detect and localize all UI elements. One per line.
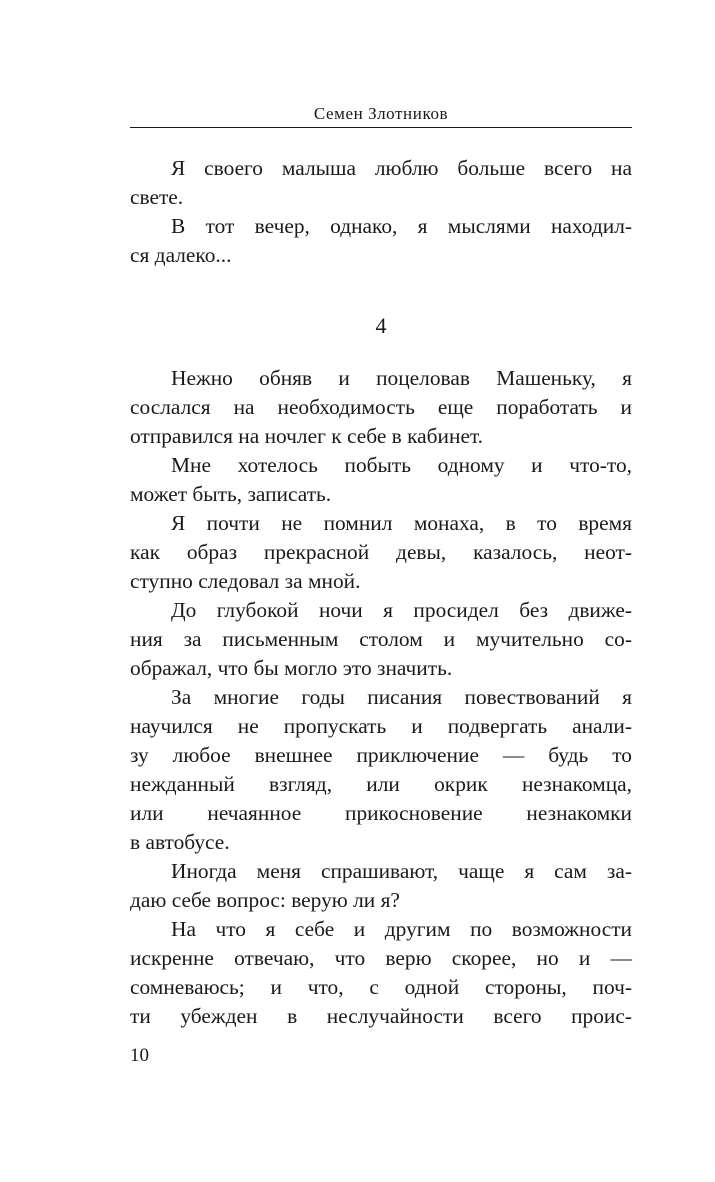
- chapter-number: 4: [375, 313, 387, 338]
- text-line: ся далеко...: [130, 243, 232, 267]
- text-line: отправился на ночлег к себе в кабинет.: [130, 424, 484, 448]
- text-line: Я почти не помнил монаха, в то время: [171, 511, 632, 535]
- running-header-author: Семен Злотников: [313, 104, 449, 123]
- text-line: За многие годы писания повествований я: [171, 685, 632, 709]
- text-line: может быть, записать.: [130, 482, 332, 506]
- text-line: Нежно обняв и поцеловав Машеньку, я: [171, 366, 632, 390]
- text-line: ображал, что бы могло это значить.: [130, 656, 453, 680]
- header-divider: [130, 127, 632, 128]
- text-line: в автобусе.: [130, 830, 230, 854]
- text-line: В тот вечер, однако, я мыслями находил-: [171, 214, 632, 238]
- text-line: Я своего малыша люблю больше всего на: [171, 156, 632, 180]
- text-line: свете.: [130, 185, 184, 209]
- text-line: научился не пропускать и подвергать анали-: [130, 714, 632, 738]
- text-line: даю себе вопрос: верую ли я?: [130, 888, 400, 912]
- text-line: сомневаюсь; и что, с одной стороны, поч-: [130, 975, 632, 999]
- text-line: ния за письменным столом и мучительно со-: [130, 627, 632, 651]
- text-line: искренне отвечаю, что верю скорее, но и —: [130, 946, 632, 970]
- text-line: На что я себе и другим по возможности: [171, 917, 632, 941]
- text-line: сослался на необходимость еще поработать и: [130, 395, 632, 419]
- text-line: как образ прекрасной девы, казалось, неот-: [130, 540, 632, 564]
- text-line: Мне хотелось побыть одному и что-то,: [171, 453, 632, 477]
- text-line: ти убежден в неслучайности всего проис-: [130, 1004, 632, 1028]
- text-line: зу любое внешнее приключение — будь то: [130, 743, 632, 767]
- text-line: До глубокой ночи я просидел без движе-: [171, 598, 632, 622]
- page-number: 10: [130, 1045, 149, 1066]
- text-line: ступно следовал за мной.: [130, 569, 361, 593]
- text-line: или нечаянное прикосновение незнакомки: [130, 801, 632, 825]
- text-line: Иногда меня спрашивают, чаще я сам за-: [171, 859, 632, 883]
- text-line: нежданный взгляд, или окрик незнакомца,: [130, 772, 632, 796]
